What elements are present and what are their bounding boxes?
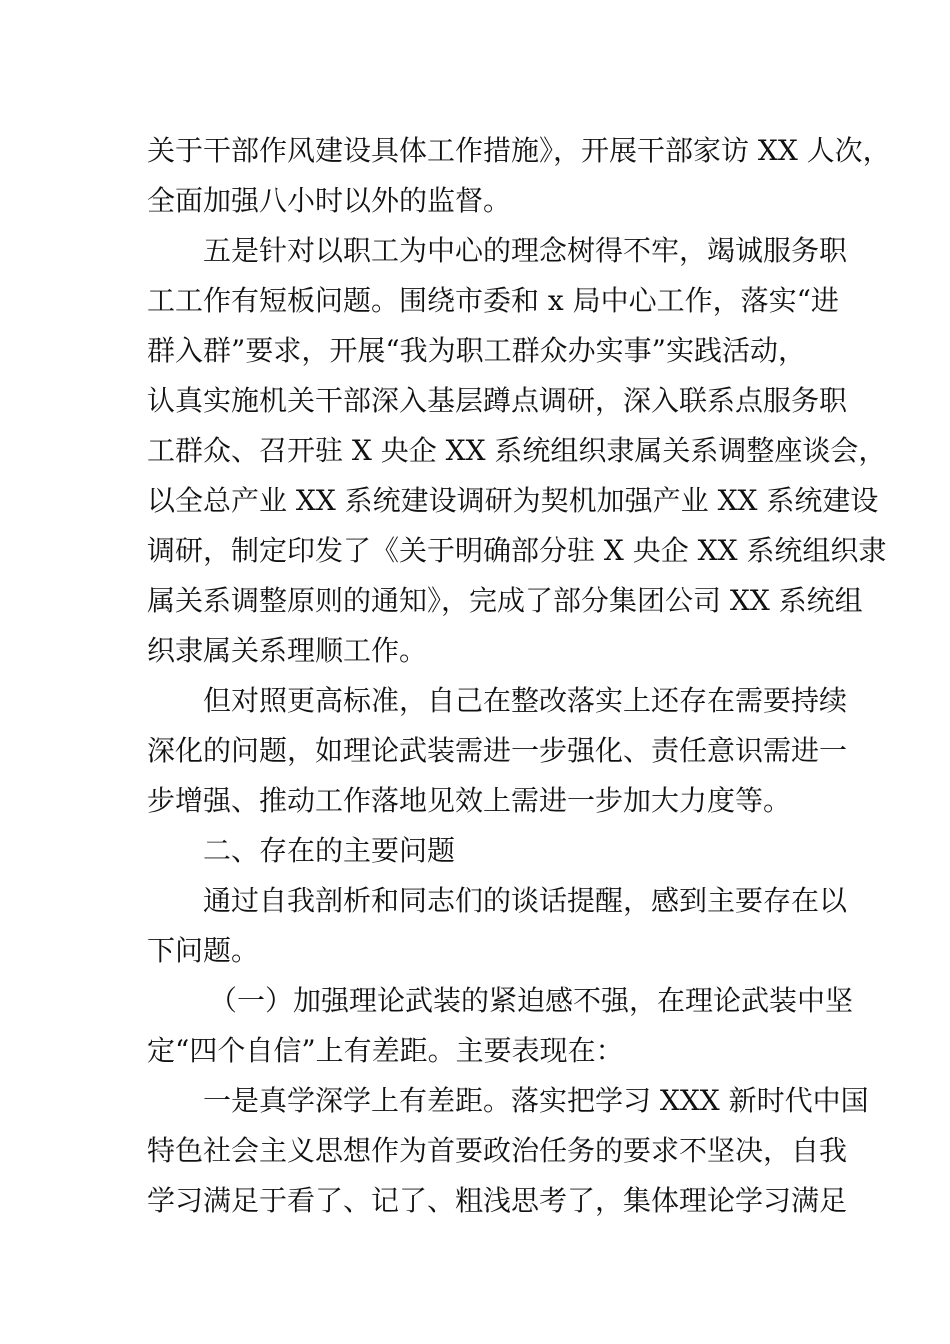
text-line-7: 工群众、召开驻 X 央企 XX 系统组织隶属关系调整座谈会， [147,434,887,467]
text-line-16: 通过自我剖析和同志们的谈话提醒，感到主要存在以 [203,884,848,917]
text-line-13: 深化的问题，如理论武装需进一步强化、责任意识需进一 [147,734,848,767]
text-line-9: 调研，制定印发了《关于明确部分驻 X 央企 XX 系统组织隶 [147,534,887,567]
text-line-10: 属关系调整原则的通知》，完成了部分集团公司 XX 系统组 [147,584,863,617]
text-line-5: 群入群”要求，开展“我为职工群众办实事”实践活动， [147,334,806,367]
text-line-11: 织隶属关系理顺工作。 [147,634,428,667]
section-heading: 二、存在的主要问题 [203,834,456,867]
text-line-6: 认真实施机关干部深入基层蹲点调研，深入联系点服务职 [147,384,848,417]
text-line-22: 学习满足于看了、记了、粗浅思考了，集体理论学习满足 [147,1184,848,1217]
text-line-3: 五是针对以职工为中心的理念树得不牢，竭诚服务职 [203,234,848,267]
text-line-1: 关于干部作风建设具体工作措施》，开展干部家访 XX 人次， [147,134,891,167]
subsection-heading: （一）加强理论武装的紧迫感不强，在理论武装中坚 [209,984,854,1017]
text-line-17: 下问题。 [147,934,260,967]
text-line-8: 以全总产业 XX 系统建设调研为契机加强产业 XX 系统建设 [147,484,879,517]
text-line-20: 一是真学深学上有差距。落实把学习 XXX 新时代中国 [203,1084,869,1117]
text-line-2: 全面加强八小时以外的监督。 [147,184,512,217]
text-line-4: 工工作有短板问题。围绕市委和 x 局中心工作，落实“进 [147,284,839,317]
text-line-12: 但对照更高标准，自己在整改落实上还存在需要持续 [203,684,848,717]
text-line-21: 特色社会主义思想作为首要政治任务的要求不坚决，自我 [147,1134,848,1167]
text-line-14: 步增强、推动工作落地见效上需进一步加大力度等。 [147,784,792,817]
text-line-19: 定“四个自信”上有差距。主要表现在： [147,1034,624,1067]
